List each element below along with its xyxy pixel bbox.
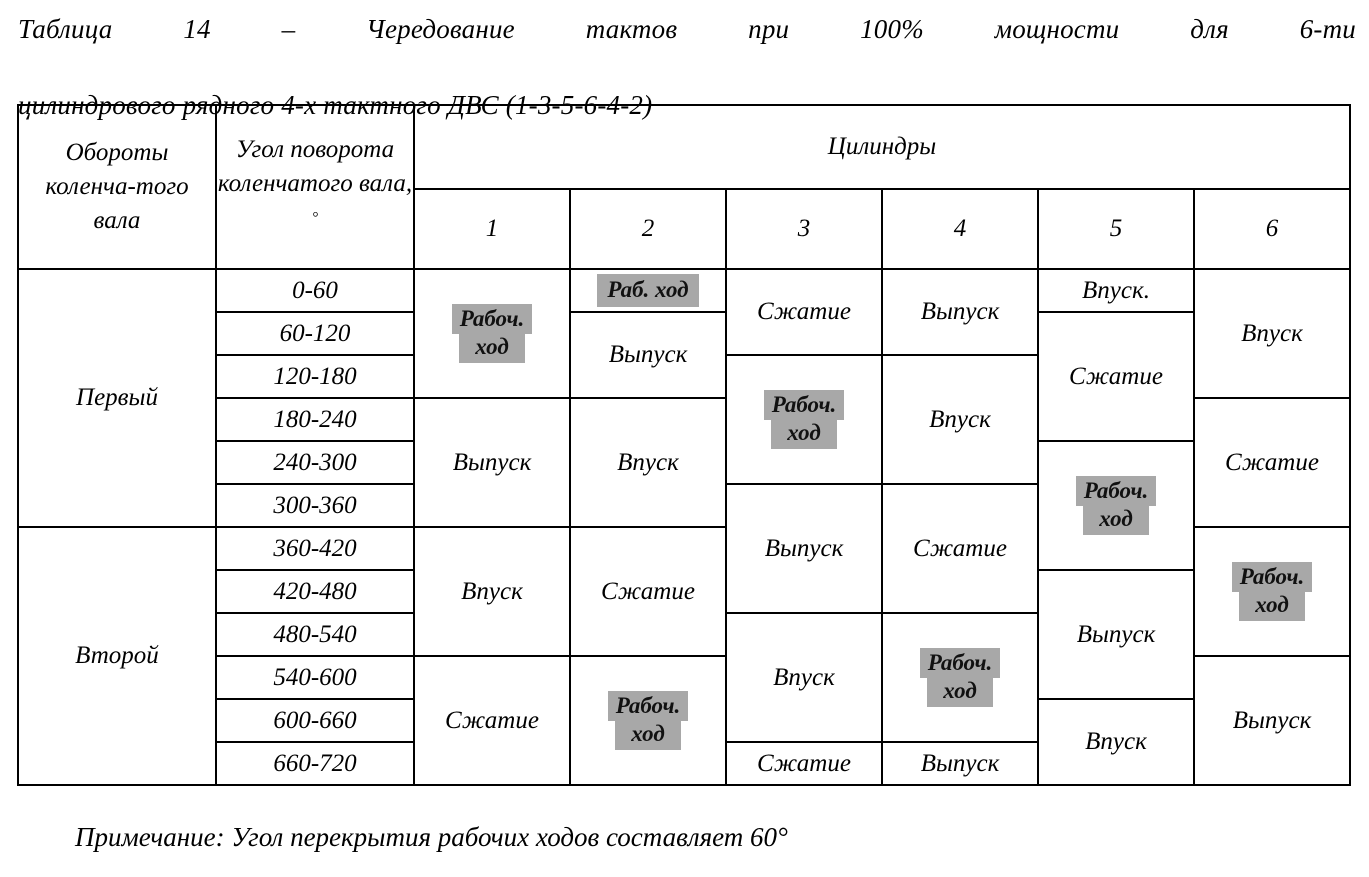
cell-cyl3-exhaust: Выпуск <box>726 484 882 613</box>
angle-60-120: 60-120 <box>216 312 414 355</box>
header-cylinder-4: 4 <box>882 189 1038 269</box>
cell-cyl4-compression: Сжатие <box>882 484 1038 613</box>
header-cylinders: Цилиндры <box>414 105 1350 189</box>
cell-cyl6-compression: Сжатие <box>1194 398 1350 527</box>
cell-cyl1-compression: Сжатие <box>414 656 570 785</box>
cell-cyl6-power <box>1194 527 1350 656</box>
cell-cyl4-exhaust: Выпуск <box>882 269 1038 355</box>
header-cylinder-2: 2 <box>570 189 726 269</box>
cell-cyl3-compression-2: Сжатие <box>726 742 882 785</box>
cell-cyl4-intake: Впуск <box>882 355 1038 484</box>
angle-300-360: 300-360 <box>216 484 414 527</box>
power-stroke-badge: Рабоч. ход <box>1076 476 1157 534</box>
angle-600-660: 600-660 <box>216 699 414 742</box>
cell-cyl5-intake-2: Впуск <box>1038 699 1194 785</box>
angle-480-540: 480-540 <box>216 613 414 656</box>
power-stroke-badge: Рабоч. ход <box>764 390 845 448</box>
header-cylinder-6: 6 <box>1194 189 1350 269</box>
cell-cyl2-intake: Впуск <box>570 398 726 527</box>
cell-cyl5-power <box>1038 441 1194 570</box>
power-stroke-badge: Рабоч. ход <box>452 304 533 362</box>
cell-cyl6-intake: Впуск <box>1194 269 1350 398</box>
angle-540-600: 540-600 <box>216 656 414 699</box>
cell-cyl2-exhaust: Выпуск <box>570 312 726 398</box>
cell-cyl5-exhaust: Выпуск <box>1038 570 1194 699</box>
cell-cyl5-compression: Сжатие <box>1038 312 1194 441</box>
rev-label-first: Первый <box>18 269 216 527</box>
power-stroke-badge: Рабоч. ход <box>608 691 689 749</box>
cell-cyl1-intake: Впуск <box>414 527 570 656</box>
header-angle-text: Угол поворота коленчатого вала, <box>217 135 413 197</box>
power-stroke-badge: Рабоч. ход <box>1232 562 1313 620</box>
angle-180-240: 180-240 <box>216 398 414 441</box>
cell-cyl4-power <box>882 613 1038 742</box>
cell-cyl6-exhaust: Выпуск <box>1194 656 1350 785</box>
rev-label-second: Второй <box>18 527 216 785</box>
angle-120-180: 120-180 <box>216 355 414 398</box>
header-cylinder-1: 1 <box>414 189 570 269</box>
angle-360-420: 360-420 <box>216 527 414 570</box>
table-note: Примечание: Угол перекрытия рабочих ходов составляет 60° <box>75 822 788 852</box>
degree-symbol: ° <box>312 209 318 226</box>
power-stroke-badge: Рабоч. ход <box>920 648 1001 706</box>
header-angle <box>216 105 414 269</box>
cell-cyl2-compression: Сжатие <box>570 527 726 656</box>
cell-cyl1-power <box>414 269 570 398</box>
angle-0-60: 0-60 <box>216 269 414 312</box>
header-rpm: Обороты коленча-того вала <box>18 105 216 269</box>
cell-cyl4-exhaust-2: Выпуск <box>882 742 1038 785</box>
engine-stroke-table <box>17 104 1351 786</box>
table-row <box>18 269 1350 312</box>
cell-cyl1-exhaust: Выпуск <box>414 398 570 527</box>
power-stroke-badge: Раб. ход <box>597 274 698 306</box>
header-cylinder-5: 5 <box>1038 189 1194 269</box>
cell-cyl2-power-short <box>570 269 726 312</box>
angle-240-300: 240-300 <box>216 441 414 484</box>
cell-cyl5-intake: Впуск. <box>1038 269 1194 312</box>
cell-cyl3-compression: Сжатие <box>726 269 882 355</box>
caption-line-1: Таблица 14 – Чередование тактов при 100% мощности для 6-ти <box>18 14 1356 44</box>
table-row <box>18 312 1350 355</box>
angle-660-720: 660-720 <box>216 742 414 785</box>
header-cylinder-3: 3 <box>726 189 882 269</box>
cell-cyl2-power <box>570 656 726 785</box>
angle-420-480: 420-480 <box>216 570 414 613</box>
caption-line-2: цилиндрового рядного 4-х тактного ДВС (1-3-5-6-4-2) <box>18 90 653 120</box>
cell-cyl3-intake: Впуск <box>726 613 882 742</box>
table-header-row-1 <box>18 105 1350 189</box>
cell-cyl3-power <box>726 355 882 484</box>
